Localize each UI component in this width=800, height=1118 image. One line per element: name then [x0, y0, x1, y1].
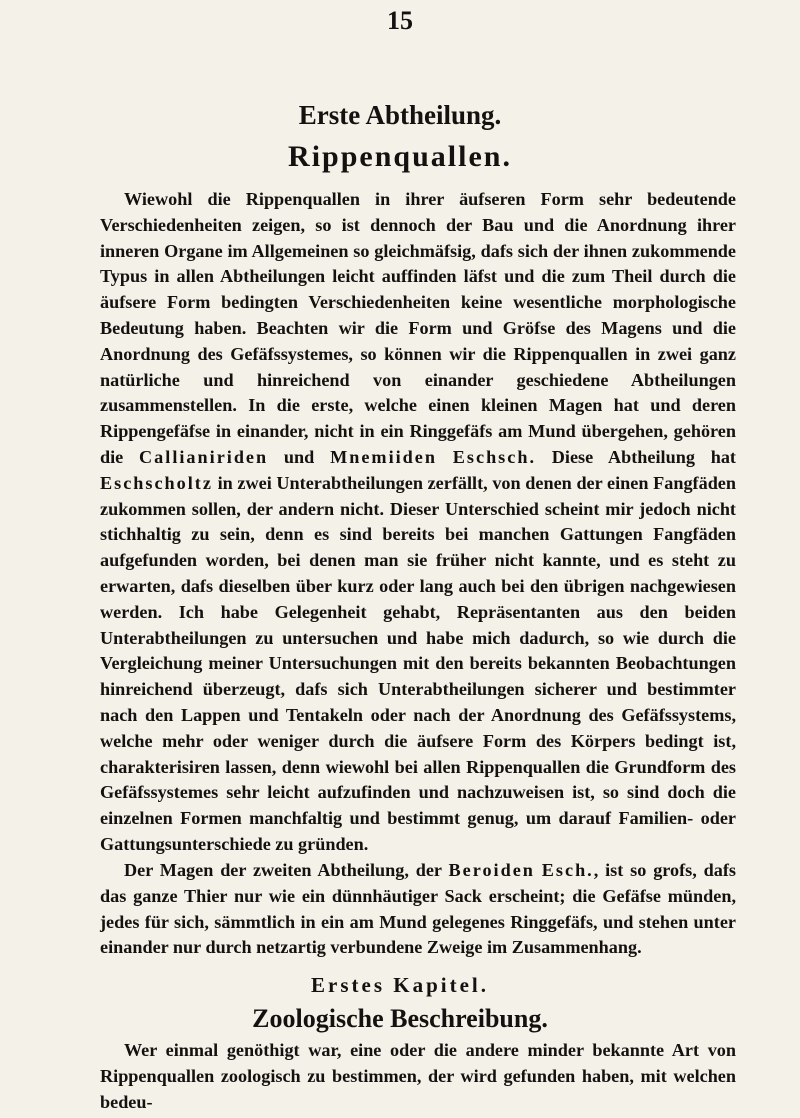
family-name-beroiden: Beroiden [448, 860, 535, 880]
author-abbrev: Eschsch. [452, 446, 536, 467]
paragraph-2-text-b [535, 860, 542, 880]
author-abbrev-2: Esch. [541, 860, 594, 880]
paragraph-2-text-c: , ist so grofs, dafs das ganze Thier nur wie ein dünnhäutiger Sack erscheint; die Gefäfse münden, jedes für sich, sämmtlich in ein am Mund gelegenes Ringgefäfs, und stehen unter einander nur durch netzartig verbundene Zweige im Zusammenhang. [100, 860, 736, 958]
paragraph-1-text-d: Diese Abtheilung hat [536, 446, 736, 467]
paragraph-1-text-a: Wiewohl die Rippenquallen in ihrer äufseren Form sehr bedeutende Verschiedenheiten zeigen, so ist dennoch der Bau und die Anordnung ihrer inneren Organe im Allgemeinen so gleichmäfsig, dafs sich der ihnen zukommende Typus in allen Abtheilungen leicht auffinden läfst und die zum Theil durch die äufsere Form bedingten Verschiedenheiten keine wesentliche morphologische Bedeutung haben. Beachten wir die Form und Gröfse des Magens und die Anordnung des Gefäfssystemes, so können wir die Rippenquallen in zwei ganz natürliche und hinreichend von einander geschiedene Abtheilungen zusammenstellen. In die erste, welche einen kleinen Magen hat und deren Rippengefäfse in einander, nicht in ein Ringgefäfs am Mund übergehen, gehören die [100, 189, 736, 467]
chapter-subtitle: Zoologische Beschreibung. [252, 1004, 548, 1033]
chapter-title: Erstes Kapitel. [311, 973, 489, 997]
paragraph-1-text-c [437, 447, 453, 467]
paragraph-1 [100, 187, 736, 858]
section-subtitle: Rippenquallen. [288, 140, 512, 173]
paragraph-2 [100, 858, 736, 961]
family-name-mnemiiden: Mnemiiden [330, 446, 437, 467]
paragraph-1-text-e: in zwei Unterabtheilungen zerfällt, von denen der einen Fangfäden zukommen sollen, der andern nicht. Dieser Unterschied scheint mir jedoch nicht stichhaltig zu sein, denn es sind bereits bei manchen Gattungen Fangfäden aufgefunden worden, bei denen man sie früher nicht kannte, und es steht zu erwarten, dafs dieselben über kurz oder lang auch bei den übrigen nachgewiesen werden. Ich habe Gelegenheit gehabt, Repräsentanten aus den beiden Unterabtheilungen zu untersuchen und habe mich dadurch, so wie durch die Vergleichung meiner Untersuchungen mit den bereits bekannten Beobachtungen hinreichend überzeugt, dafs sich Unterabtheilungen sicherer und bestimmter nach den Lappen und Tentakeln oder nach der Anordnung des Gefäfssystems, welche mehr oder weniger durch die äufsere Form des Körpers bedingt ist, charakterisiren lassen, denn wiewohl bei allen Rippenquallen die Grundform des Gefäfssystemes sehr leicht aufzufinden und nachzuweisen ist, so sind doch die einzelnen Formen manchfaltig und bestimmt genug, um darauf Familien- oder Gattungsunterschiede zu gründen. [100, 472, 736, 854]
section-title: Erste Abtheilung. [298, 100, 502, 130]
paragraph-1-text-b: und [268, 446, 331, 467]
family-name-callianiriden: Callianiriden [139, 446, 269, 467]
paragraph-2-text-a: Der Magen der zweiten Abtheilung, der [124, 860, 449, 880]
page-number: 15 [387, 6, 413, 35]
chapter-paragraph: Wer einmal genöthigt war, eine oder die andere minder bekannte Art von Rippenquallen zoologisch zu bestimmen, der wird gefunden haben, mit welchen bedeu- [100, 1040, 736, 1112]
author-name: Eschscholtz [100, 472, 213, 493]
